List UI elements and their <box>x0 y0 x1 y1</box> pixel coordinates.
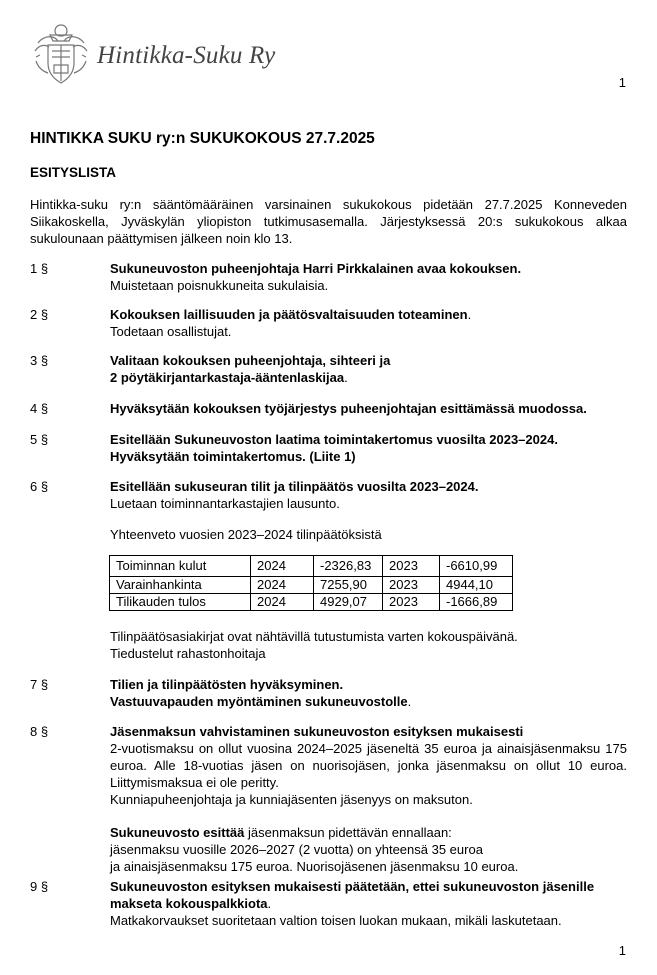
agenda-item-5 <box>30 431 627 465</box>
item-heading: Jäsenmaksun vahvistaminen sukuneuvoston esityksen mukaisesti <box>110 724 524 739</box>
agenda-item-6 <box>30 478 627 543</box>
agenda-item-7 <box>30 676 627 710</box>
item-number: 3 § <box>30 353 49 368</box>
item-number: 7 § <box>30 677 49 692</box>
page-number-bottom: 1 <box>618 943 626 958</box>
table-cell: Varainhankinta <box>110 577 251 594</box>
item-heading: Sukuneuvoston esityksen mukaisesti päätetään, ettei sukuneuvoston jäsenille maksetа kokouspalkkiota <box>110 879 595 911</box>
item-number: 9 § <box>30 879 49 894</box>
proposal-line: jäsenmaksu vuosille 2026–2027 (2 vuotta) on yhteensä 35 euroa <box>110 842 483 857</box>
table-cell: 2024 <box>251 556 314 577</box>
table-cell: 7255,90 <box>314 577 383 594</box>
item-heading-line2: Hyväksytään toimintakertomus. (Liite 1) <box>110 449 356 464</box>
table-cell: Toiminnan kulut <box>110 556 251 577</box>
item-suffix: . <box>407 694 412 709</box>
item-heading-line2: 2 pöytäkirjantarkastaja-ääntenlaskijaa <box>110 370 345 385</box>
financial-summary-table <box>109 555 513 611</box>
intro-paragraph: Hintikka-suku ry:n sääntömääräinen varsinainen sukukokous pidetään 27.7.2025 Konneveden Siikakoskella, Jyväskylän yliopiston tutkimusasemalla. Järjestyksessä 20:s sukukokous alkaa sukulounaan päättymisen jälkeen noin klo 13. <box>30 197 627 246</box>
table-row <box>110 594 513 611</box>
item-text: 2-vuotismaksu on ollut vuosina 2024–2025 jäseneltä 35 euroa ja ainaisjäsenmaksu 175 euroa. Alle 18-vuotias jäsen on nuorisojäsen, jonka jäsenmaksu on ollut 10 euroa. Liittymismaksua ei ole peritty. <box>110 741 627 790</box>
document-title: HINTIKKA SUKU ry:n SUKUKOKOUS 27.7.2025 <box>30 130 375 147</box>
page-number-top: 1 <box>618 75 626 90</box>
item-number: 5 § <box>30 432 49 447</box>
agenda-item-6-notes <box>30 628 627 662</box>
coat-of-arms-logo <box>30 21 92 87</box>
item-heading: Sukuneuvoston puheenjohtaja Harri Pirkkalainen avaa kokouksen. <box>110 261 522 276</box>
item-suffix: . <box>344 370 348 385</box>
item-heading: Esitellään sukuseuran tilit ja tilinpäätös vuosilta 2023–2024. <box>110 479 479 494</box>
table-cell: -1666,89 <box>440 594 513 611</box>
item-heading: Kokouksen laillisuuden ja päätösvaltaisuuden toteaminen <box>110 307 468 322</box>
table-cell: 2023 <box>383 594 440 611</box>
table-cell: 4929,07 <box>314 594 383 611</box>
item-heading: Hyväksytään kokouksen työjärjestys puheenjohtajan esittämässä muodossa. <box>110 401 587 416</box>
item-heading: Valitaan kokouksen puheenjohtaja, sihteeri ja <box>110 353 391 368</box>
table-row <box>110 577 513 594</box>
item-text: Luetaan toiminnantarkastajien lausunto. <box>110 496 340 511</box>
item-heading: Esitellään Sukuneuvoston laatima toimintakertomus vuosilta 2023–2024. <box>110 432 558 447</box>
table-caption: Yhteenveto vuosien 2023–2024 tilinpäätöksistä <box>110 527 382 542</box>
table-cell: 2023 <box>383 577 440 594</box>
item-number: 8 § <box>30 724 49 739</box>
item-number: 1 § <box>30 261 49 276</box>
item-number: 4 § <box>30 401 49 416</box>
item-heading-line2: Vastuuvapauden myöntäminen sukuneuvostolle <box>110 694 408 709</box>
item-text: Kunniapuheenjohtaja ja kunniajäsenten jäsenyys on maksuton. <box>110 792 473 807</box>
proposal-text: jäsenmaksun pidettävän ennallaan: <box>244 825 452 840</box>
proposal-label: Sukuneuvosto esittää <box>110 825 245 840</box>
agenda-item-2 <box>30 306 627 340</box>
item-text: Muistetaan poisnukkuneita sukulaisia. <box>110 278 329 293</box>
item-heading-suffix: . <box>467 307 472 322</box>
agenda-item-3 <box>30 352 627 386</box>
item-text: Tilinpäätösasiakirjat ovat nähtävillä tutustumista varten kokouspäivänä. <box>110 629 518 644</box>
table-cell: -2326,83 <box>314 556 383 577</box>
item-text: Tiedustelut rahastonhoitaja <box>110 646 266 661</box>
item-number: 2 § <box>30 307 49 322</box>
proposal-line-end: . Nuorisojäsenen jäsenmaksu 10 euroa. <box>289 859 519 874</box>
item-number: 6 § <box>30 479 49 494</box>
agenda-item-8 <box>30 723 627 875</box>
item-heading: Tilien ja tilinpäätösten hyväksyminen. <box>110 677 344 692</box>
agenda-item-1 <box>30 260 627 294</box>
item-text: Todetaan osallistujat. <box>110 324 232 339</box>
agenda-item-4 <box>30 400 627 417</box>
proposal-line: ja ainaisjäsenmaksu 175 euroa <box>110 859 290 874</box>
table-cell: 2023 <box>383 556 440 577</box>
table-row <box>110 556 513 577</box>
document-subtitle: ESITYSLISTA <box>30 165 117 180</box>
table-cell: -6610,99 <box>440 556 513 577</box>
table-cell: Tilikauden tulos <box>110 594 251 611</box>
brand-name: Hintikka-Suku Ry <box>97 42 276 69</box>
table-cell: 2024 <box>251 594 314 611</box>
item-suffix: . <box>267 896 272 911</box>
table-cell: 2024 <box>251 577 314 594</box>
item-text: Matkakorvaukset suoritetaan valtion toisen luokan mukaan, mikäli laskutetaan. <box>110 913 562 928</box>
agenda-item-9 <box>30 878 627 929</box>
table-cell: 4944,10 <box>440 577 513 594</box>
